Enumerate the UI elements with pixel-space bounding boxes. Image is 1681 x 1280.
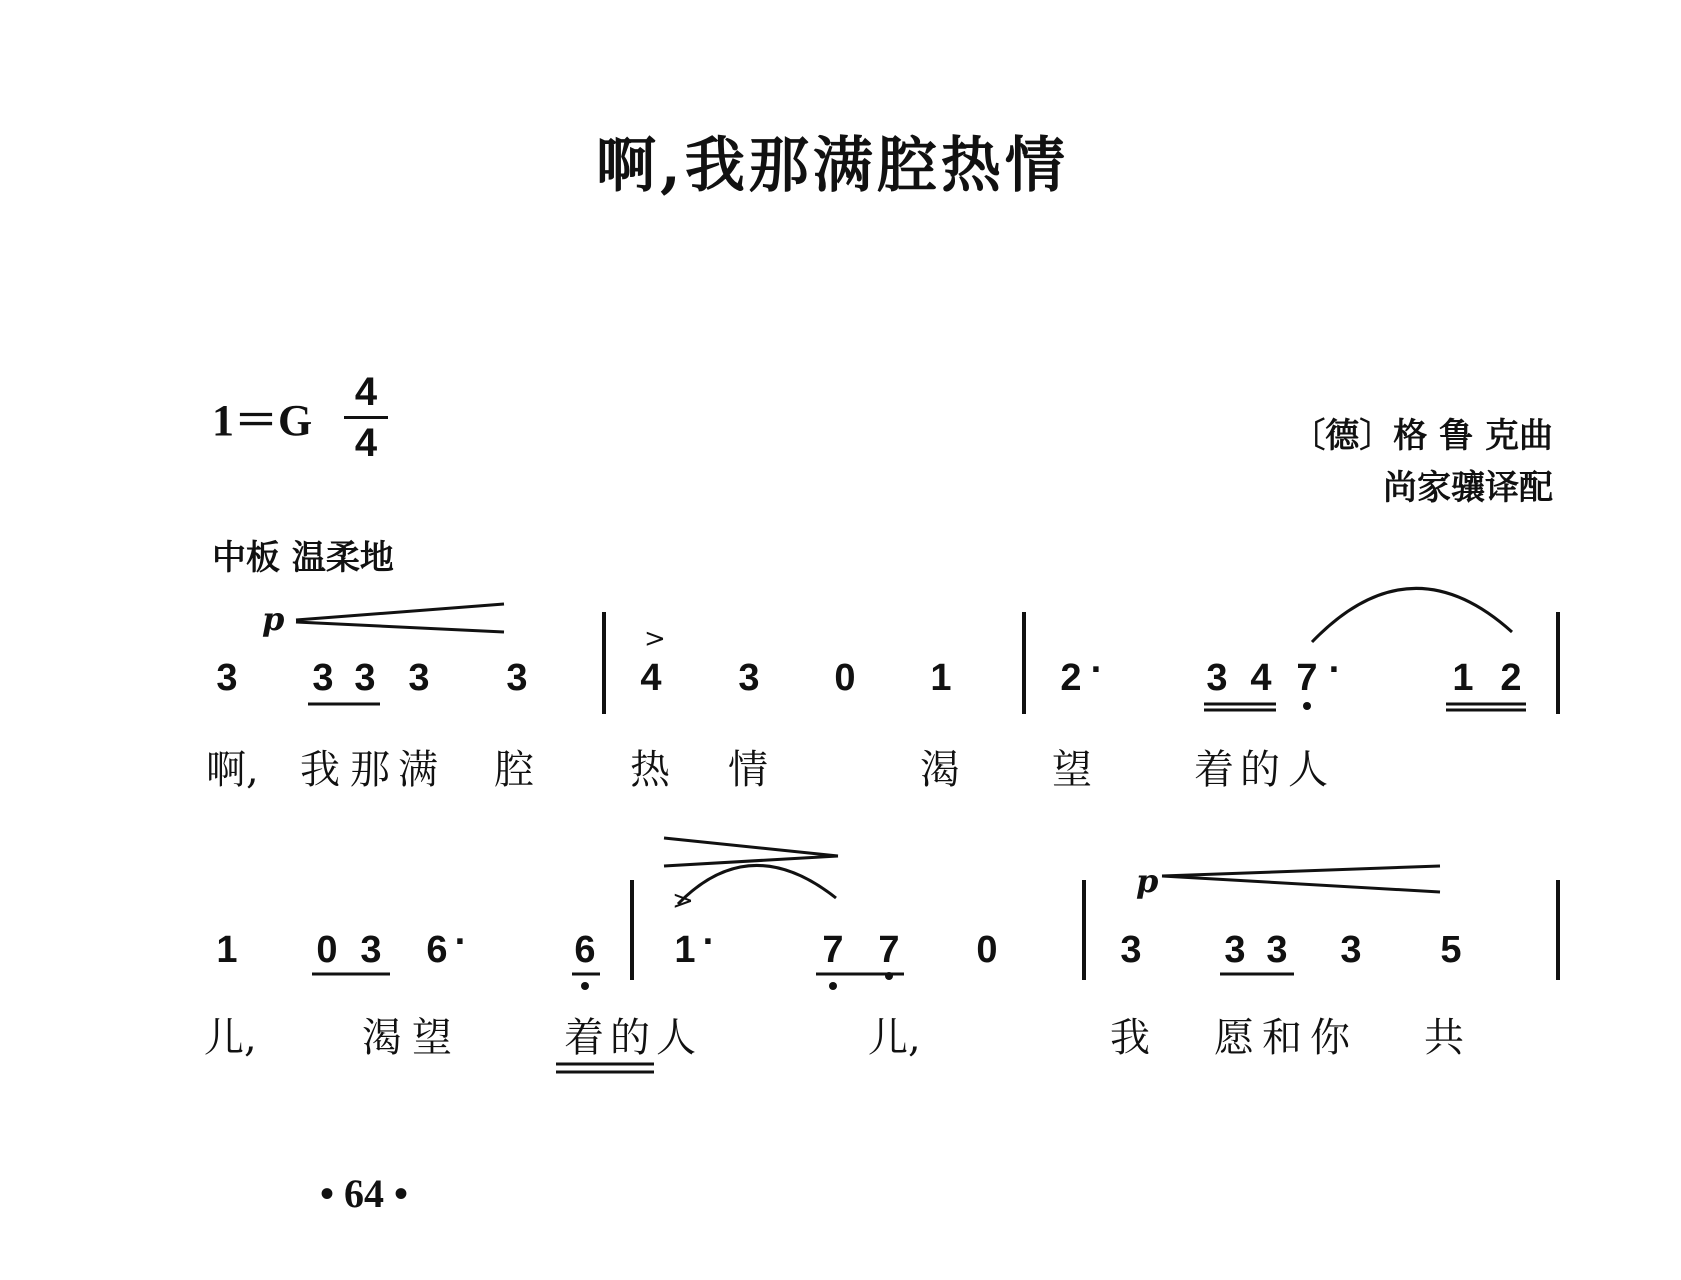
crescendo-hairpin (1162, 866, 1440, 876)
note: 4 (640, 657, 662, 699)
note: 3 (1266, 929, 1288, 971)
lyric: 满 (398, 747, 438, 793)
lyric: 望 (412, 1015, 452, 1061)
tempo-marking: 中板 温柔地 (212, 538, 394, 578)
song-title: 啊,我那满腔热情 (596, 131, 1069, 201)
lyric: 着 (1194, 747, 1234, 793)
note: 5 (1440, 929, 1462, 971)
augmentation-dot: · (1328, 649, 1342, 691)
slur (678, 865, 836, 904)
lyric: 啊, (206, 747, 259, 793)
note: 1 (216, 929, 238, 971)
lyric: 渴 (920, 747, 960, 793)
note: 3 (506, 657, 528, 699)
lyric: 人 (1288, 747, 1328, 793)
composer-credit: 〔德〕格 鲁 克曲 (1291, 416, 1553, 456)
dynamic-p-2: p (1136, 862, 1159, 900)
note: 6 (426, 929, 448, 971)
note: 3 (1340, 929, 1362, 971)
lyric: 腔 (494, 747, 534, 793)
note: 3 (1120, 929, 1142, 971)
note: 0 (316, 929, 338, 971)
key-signature: 1＝G (212, 396, 313, 445)
augmentation-dot: · (702, 921, 716, 963)
note: 7 (1296, 657, 1318, 699)
note: 3 (738, 657, 760, 699)
lyric: 人 (656, 1015, 696, 1061)
dynamic-p-1: p (262, 600, 285, 638)
octave-dot (1303, 702, 1311, 710)
note: 1 (674, 929, 696, 971)
lyric: 你 (1310, 1015, 1350, 1061)
augmentation-dot: · (1090, 649, 1104, 691)
lyric: 的 (610, 1015, 650, 1061)
note: 6 (574, 929, 596, 971)
octave-dot (829, 982, 837, 990)
note: 7 (878, 929, 900, 971)
note: 1 (930, 657, 952, 699)
note: 3 (408, 657, 430, 699)
lyric: 共 (1424, 1015, 1464, 1061)
time-denominator: 4 (354, 421, 378, 465)
accent-mark-2: > (672, 886, 694, 916)
note: 3 (1224, 929, 1246, 971)
lyric: 的 (1240, 747, 1280, 793)
crescendo-hairpin (296, 622, 504, 632)
time-numerator: 4 (354, 370, 378, 414)
note: 3 (354, 657, 376, 699)
note: 0 (976, 929, 998, 971)
note: 3 (216, 657, 238, 699)
lyric: 我 (1110, 1015, 1150, 1061)
lyric: 儿, (204, 1015, 257, 1061)
crescendo-hairpin (1162, 876, 1440, 892)
arranger-credit: 尚家骧译配 (1383, 468, 1553, 508)
lyric: 愿 (1214, 1015, 1254, 1061)
octave-dot (581, 982, 589, 990)
lyric: 望 (1052, 747, 1092, 793)
slur (1312, 588, 1512, 642)
lyric: 情 (728, 747, 768, 793)
lyric: 儿, (868, 1015, 921, 1061)
page-number: • 64 • (320, 1171, 409, 1216)
note: 2 (1060, 657, 1082, 699)
note: 3 (312, 657, 334, 699)
lyric: 那 (350, 747, 390, 793)
lyric: 我 (300, 747, 340, 793)
note: 3 (1206, 657, 1228, 699)
lyric: 着 (564, 1015, 604, 1061)
accent-mark-1: > (644, 624, 666, 654)
lyric: 渴 (362, 1015, 402, 1061)
decrescendo-hairpin (664, 838, 838, 856)
note: 7 (822, 929, 844, 971)
note: 3 (360, 929, 382, 971)
octave-dot (885, 972, 893, 980)
lyric: 和 (1262, 1015, 1302, 1061)
note: 1 (1452, 657, 1474, 699)
note: 0 (834, 657, 856, 699)
note: 4 (1250, 657, 1272, 699)
lyric: 热 (630, 747, 670, 793)
augmentation-dot: · (454, 921, 468, 963)
note: 2 (1500, 657, 1522, 699)
crescendo-hairpin (296, 604, 504, 620)
